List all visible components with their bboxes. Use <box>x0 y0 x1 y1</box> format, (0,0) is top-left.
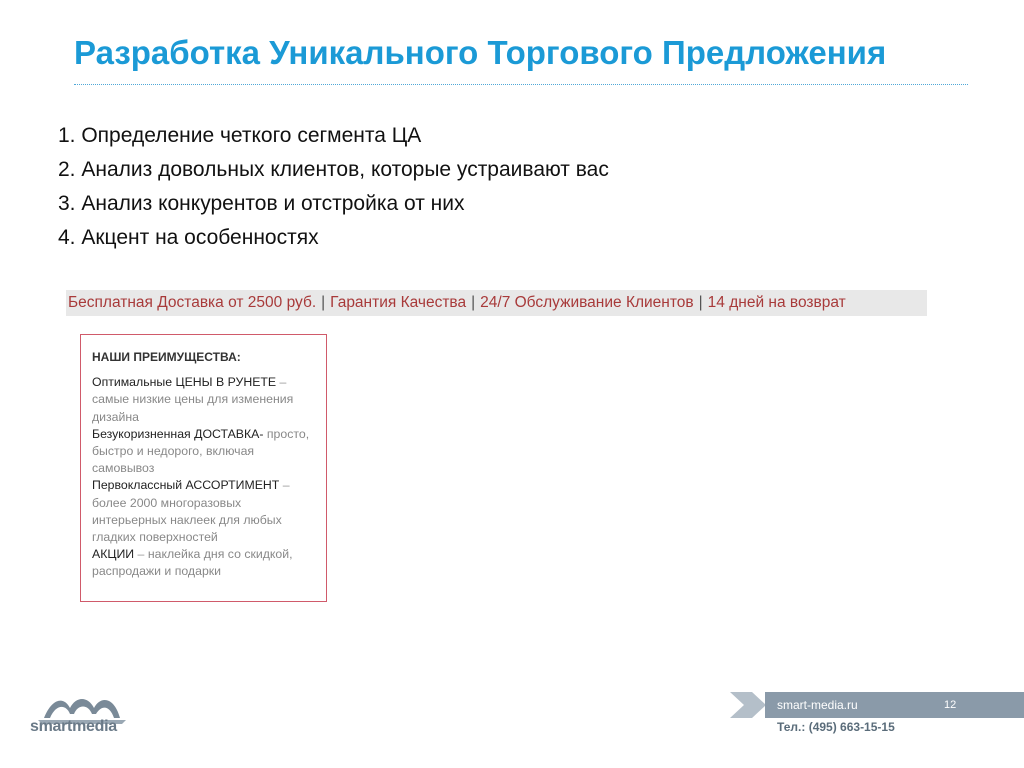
page-number: 12 <box>944 699 957 711</box>
step-item: 3. Анализ конкурентов и отстройка от них <box>58 192 465 215</box>
steps-list <box>58 119 609 255</box>
advantage-item <box>92 546 316 580</box>
benefits-banner <box>66 290 927 316</box>
step-item: 1. Определение четкого сегмента ЦА <box>58 124 422 147</box>
advantage-item <box>92 426 316 478</box>
banner-separator: | <box>321 294 326 311</box>
advantage-lead: Первоклассный АССОРТИМЕНТ <box>92 478 280 493</box>
slide-title: Разработка Уникального Торгового Предложения <box>74 34 887 71</box>
advantage-desc: наклейка дня со скидкой, распродажи и подарки <box>92 547 293 579</box>
advantage-dash: – <box>279 478 290 493</box>
advantage-dash: – <box>134 547 145 562</box>
advantage-desc: просто, быстро и недорого, включая самовывоз <box>92 426 310 476</box>
banner-item-quality: Гарантия Качества <box>330 294 467 311</box>
logo-wordmark: smartmedia <box>30 718 117 735</box>
banner-item-support: 24/7 Обслуживание Клиентов <box>480 294 694 311</box>
banner-item-returns: 14 дней на возврат <box>707 294 846 311</box>
step-item: 2. Анализ довольных клиентов, которые устраивают вас <box>58 158 609 181</box>
banner-separator: | <box>471 294 476 311</box>
footer-site: smart-media.ru <box>777 698 858 712</box>
step-item: 4. Акцент на особенностях <box>58 226 319 249</box>
advantage-item <box>92 374 316 426</box>
advantages-box <box>80 334 327 602</box>
title-divider <box>74 84 968 85</box>
advantage-desc: более 2000 многоразовых интерьерных наклеек для любых гладких поверхностей <box>92 495 282 545</box>
banner-separator: | <box>698 294 703 311</box>
advantages-heading: НАШИ ПРЕИМУЩЕСТВА: <box>92 350 241 364</box>
banner-item-delivery: Бесплатная Доставка от 2500 руб. <box>68 294 317 311</box>
advantage-lead: АКЦИИ <box>92 547 135 562</box>
footer-chevron-icon <box>730 692 770 718</box>
footer-phone: Тел.: (495) 663-15-15 <box>777 720 895 734</box>
advantage-item <box>92 477 316 546</box>
advantage-dash: – <box>276 375 287 390</box>
advantage-desc: самые низкие цены для изменения дизайна <box>92 392 294 424</box>
advantage-lead: Безукоризненная ДОСТАВКА- <box>92 426 264 441</box>
advantage-lead: Оптимальные ЦЕНЫ В РУНЕТЕ <box>92 375 277 390</box>
